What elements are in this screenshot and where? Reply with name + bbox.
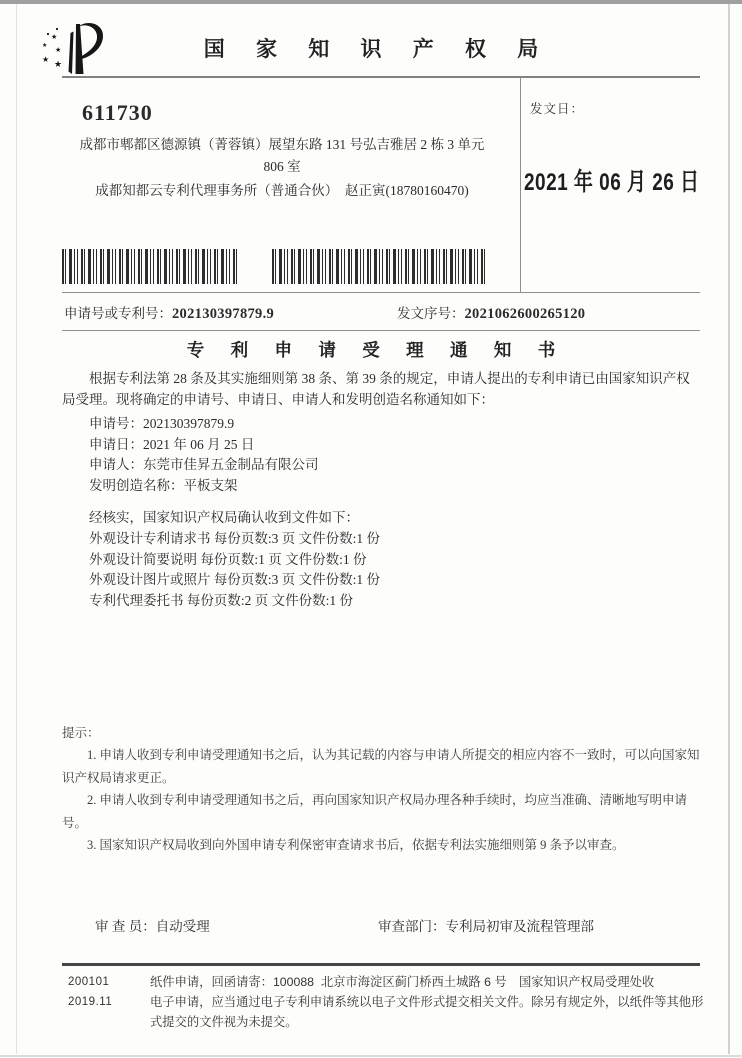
field-application-date: 申请日：2021 年 06 月 25 日 — [89, 436, 255, 452]
svg-text:★: ★ — [42, 43, 48, 49]
received-item: 外观设计专利请求书 每份页数:3 页 文件份数:1 份 — [89, 530, 381, 546]
tips-section — [62, 722, 707, 856]
examiner-value: 自动受理 — [155, 919, 210, 934]
scan-edge-bottom — [0, 1055, 742, 1057]
footer-instructions — [150, 972, 704, 1032]
application-number-value: 202130397879.9 — [172, 306, 275, 322]
agency-contact-line: 成都知都云专利代理事务所（普通合伙） 赵正寅(18780160470) — [95, 183, 469, 198]
received-intro: 经核实，国家知识产权局确认收到文件如下： — [89, 510, 359, 525]
postal-code: 611730 — [82, 100, 153, 125]
footer-rule — [62, 963, 700, 966]
footer — [68, 972, 704, 1032]
application-number-label: 申请号或专利号： — [64, 306, 172, 321]
examiner-field — [95, 915, 210, 935]
received-item: 外观设计图片或照片 每份页数:3 页 文件份数:1 份 — [89, 572, 381, 588]
svg-text:★: ★ — [42, 55, 50, 64]
recipient-block — [62, 100, 502, 202]
footer-electronic-line: 电子申请，应当通过电子专利申请系统以电子文件形式提交相关文件。除另有规定外，以纸件等其他形式提交的文件视为未提交。 — [150, 995, 704, 1029]
notice-intro: 根据专利法第 28 条及其实施细则第 38 条、第 39 条的规定，申请人提出的专利申请已由国家知识产权局受理。现将确定的申请号、申请日、申请人和发明创造名称通知如下： — [62, 371, 690, 408]
footer-form-code: 200101 — [68, 976, 110, 988]
field-invention-title: 发明创造名称：平板支架 — [89, 478, 238, 494]
barcode-rule — [62, 292, 700, 293]
dispatch-date-value: 2021 年 06 月 26 日 — [524, 169, 700, 197]
tips-label: 提示： — [62, 726, 100, 740]
scan-edge-right — [728, 4, 730, 1054]
date-box-divider — [520, 76, 521, 292]
barcode-icon — [272, 249, 485, 284]
department-field — [378, 915, 594, 935]
tip-item: 2. 申请人收到专利申请受理通知书之后，再向国家知识产权局办理各种手续时，均应当准确、清晰地写明申请号。 — [62, 793, 688, 830]
department-label: 审查部门： — [378, 919, 446, 934]
application-number-field — [64, 302, 274, 323]
serial-number-field — [397, 302, 585, 323]
svg-text:★: ★ — [54, 59, 63, 69]
serial-number-value: 2021062600265120 — [464, 306, 586, 322]
address-line-2: 806 室 — [263, 159, 301, 174]
application-fields — [89, 414, 703, 497]
dispatch-date-label: 发文日： — [530, 102, 585, 116]
tip-item: 1. 申请人收到专利申请受理通知书之后，认为其记载的内容与申请人所提交的相应内容不一致时，可以向国家知识产权局请求更正。 — [62, 748, 700, 785]
svg-text:★: ★ — [51, 33, 58, 41]
office-name: 国 家 知 识 产 权 局 — [203, 37, 552, 61]
tip-item: 3. 国家知识产权局收到向外国申请专利保密审查请求书后，依据专利法实施细则第 9 条予以审查。 — [87, 838, 625, 853]
received-documents — [89, 508, 703, 612]
field-application-number: 申请号：202130397879.9 — [89, 415, 235, 431]
received-item: 外观设计简要说明 每份页数:1 页 文件份数:1 份 — [89, 551, 367, 567]
address-line-1: 成都市郫都区德源镇（菁蓉镇）展望东路 131 号弘吉雅居 2 栋 3 单元 — [79, 137, 485, 152]
examiner-label: 审 查 员： — [95, 919, 156, 934]
department-value: 专利局初审及流程管理部 — [445, 919, 594, 934]
scan-edge-top — [0, 0, 742, 4]
scan-edge-left — [16, 4, 17, 1054]
footer-paper-line: 纸件申请，回函请寄：100088 北京市海淀区蓟门桥西土城路 6 号 国家知识产权局受理处收 — [150, 975, 655, 989]
header-rule — [62, 76, 700, 78]
notice-title: 专 利 申 请 受 理 通 知 书 — [186, 340, 567, 360]
footer-codes — [68, 972, 150, 1032]
reference-rule — [62, 330, 700, 331]
serial-number-label: 发文序号： — [397, 306, 465, 321]
svg-text:★: ★ — [55, 46, 62, 54]
field-applicant: 申请人：东莞市佳昇五金制品有限公司 — [89, 457, 319, 473]
footer-revision-code: 2019.11 — [68, 996, 113, 1008]
barcode-icon — [62, 249, 240, 284]
received-item: 专利代理委托书 每份页数:2 页 文件份数:1 份 — [89, 593, 354, 609]
notice-body — [62, 368, 703, 612]
